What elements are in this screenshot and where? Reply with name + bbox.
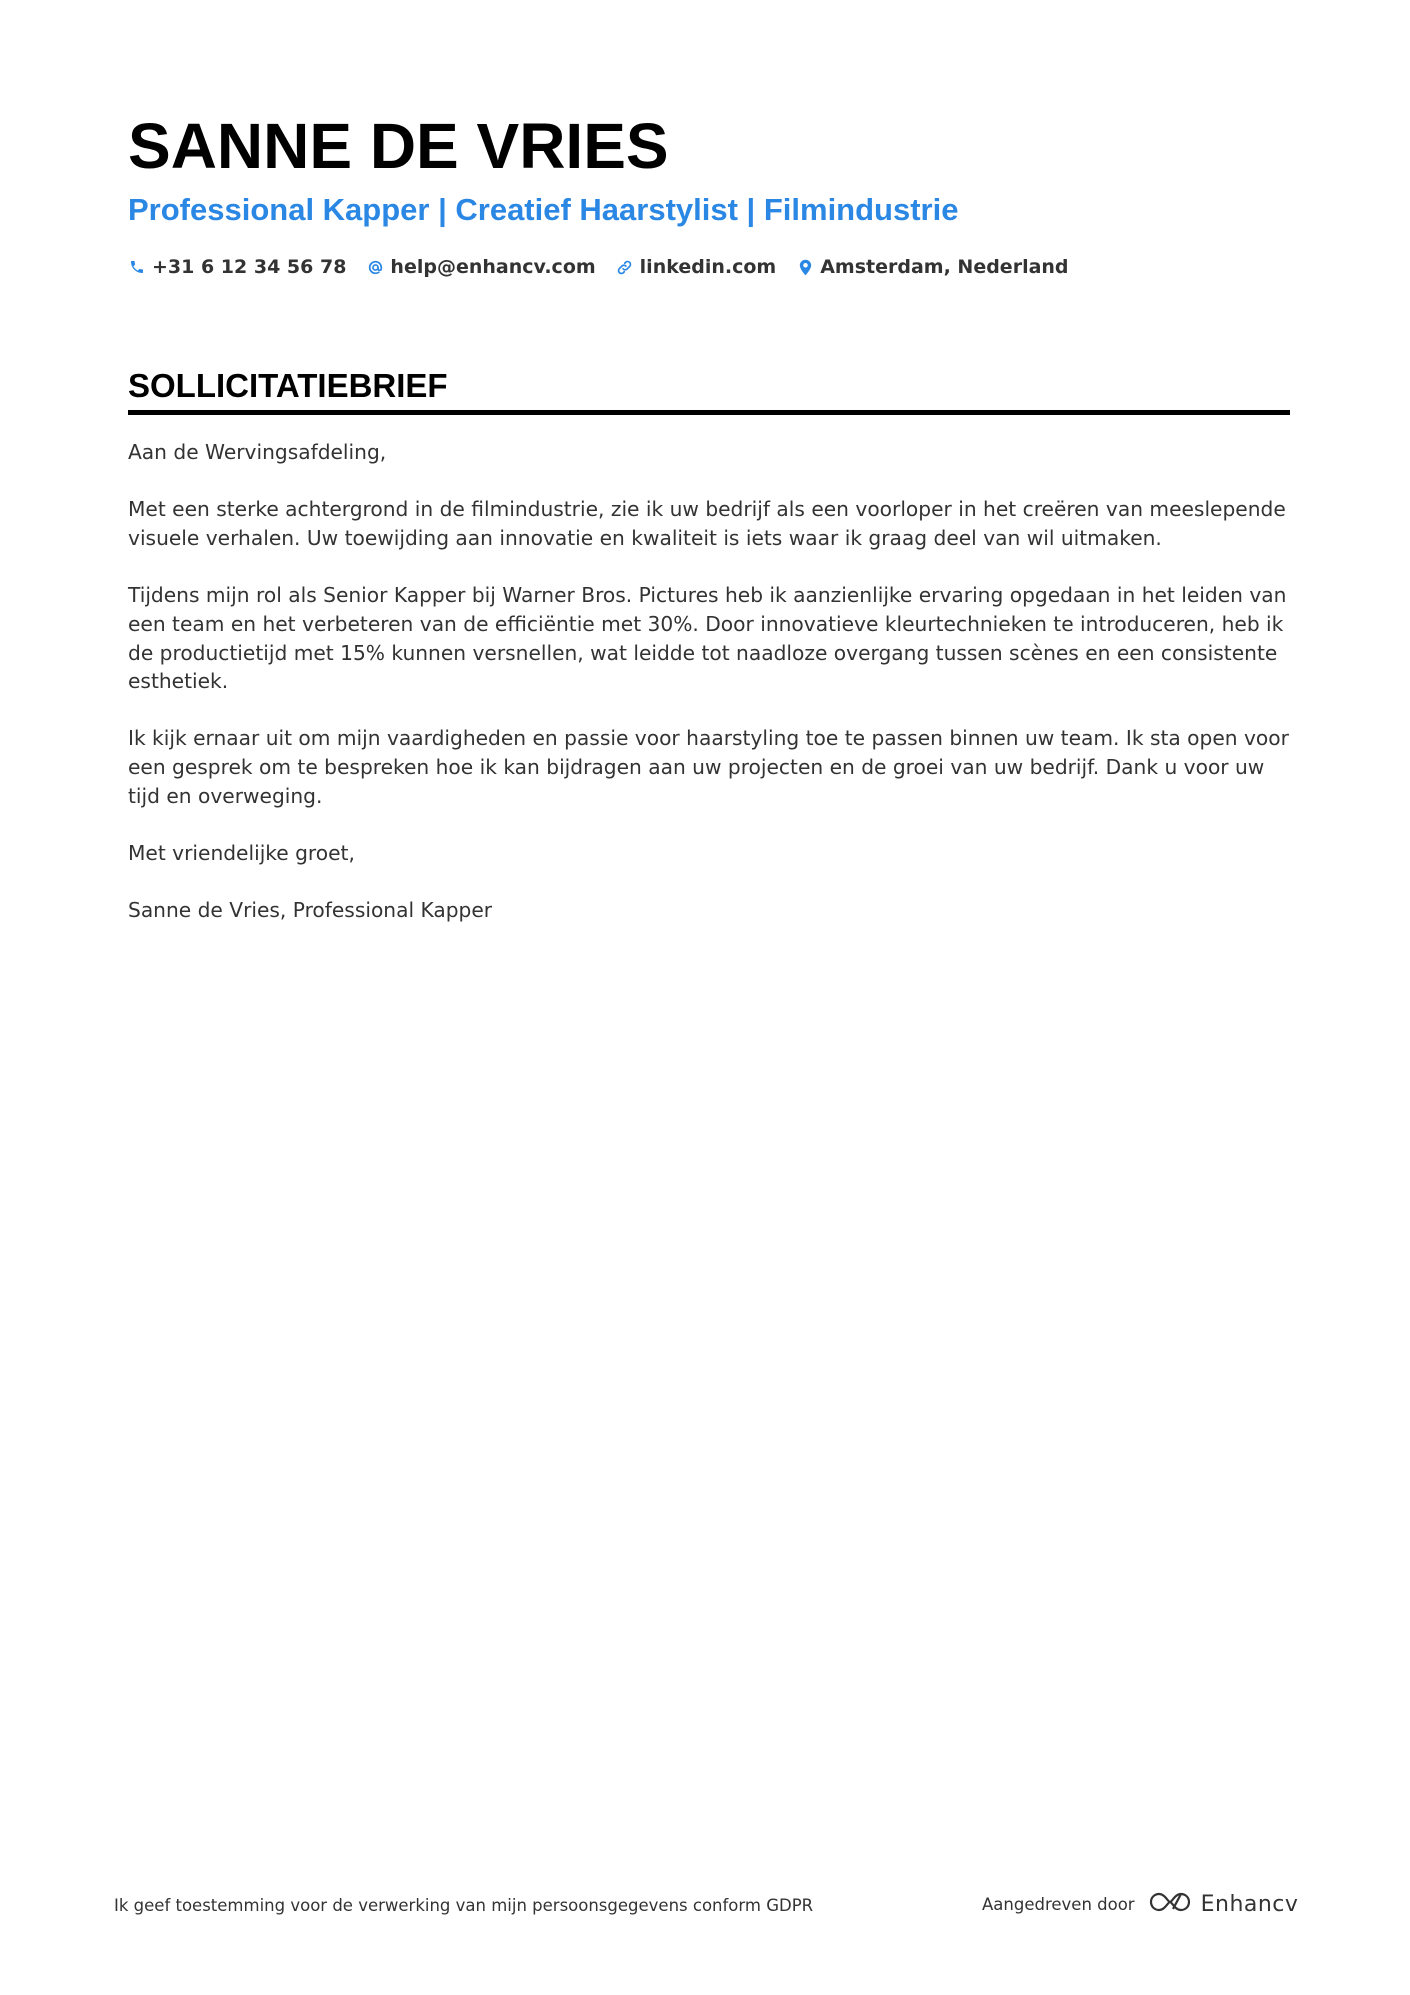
candidate-headline: Professional Kapper | Creatief Haarstylist | Filmindustrie [128,192,959,227]
section-divider [128,410,1290,415]
letter-paragraph: Tijdens mijn rol als Senior Kapper bij Warner Bros. Pictures heb ik aanzienlijke ervaring opgedaan in het leiden van een team en het verbeteren van de efficiëntie met 30%. Door innovatieve kleurtechnieken te introduceren, heb ik de productietijd met 15% kunnen versnellen, wat leidde tot naadloze overgang tussen scènes en een consistente esthetiek. [128,583,1287,694]
powered-by-label: Aangedreven door [982,1894,1135,1914]
letter-closing: Met vriendelijke groet, [128,841,355,866]
enhancv-logo-icon [1147,1889,1193,1919]
letter-signature: Sanne de Vries, Professional Kapper [128,898,493,923]
contact-email[interactable] [366,256,595,278]
contact-phone [128,256,346,278]
contact-linkedin-text: linkedin.com [639,256,777,278]
letter-paragraph: Met een sterke achtergrond in de filmindustrie, zie ik uw bedrijf als een voorloper in het creëren van meeslepende visuele verhalen. Uw toewijding aan innovatie en kwaliteit is iets waar ik graag deel van wil uitmaken. [128,497,1286,550]
letter-body [128,438,1292,953]
letter-paragraph: Ik kijk ernaar uit om mijn vaardigheden en passie voor haarstyling toe te passen binnen uw team. Ik sta open voor een gesprek om te bespreken hoe ik kan bijdragen aan uw projecten en de groei van uw bedrijf. Dank u voor uw tijd en overweging. [128,726,1289,808]
section-title: SOLLICITATIEBRIEF [128,367,448,404]
contact-location-text: Amsterdam, Nederland [820,256,1069,278]
location-pin-icon [796,258,814,276]
powered-by[interactable] [982,1887,1298,1921]
phone-icon [128,258,146,276]
candidate-name: SANNE DE VRIES [128,110,669,182]
link-icon [616,258,634,276]
contact-location [796,256,1068,278]
contact-linkedin[interactable] [616,256,777,278]
letter-salutation: Aan de Wervingsafdeling, [128,440,387,464]
at-icon [366,258,384,276]
gdpr-consent: Ik geef toestemming voor de verwerking van mijn persoonsgegevens conform GDPR [114,1896,814,1915]
contact-phone-text: +31 6 12 34 56 78 [152,256,347,278]
brand-name: Enhancv [1200,1891,1299,1917]
contact-email-text: help@enhancv.com [390,256,596,278]
contact-bar [128,252,1089,282]
